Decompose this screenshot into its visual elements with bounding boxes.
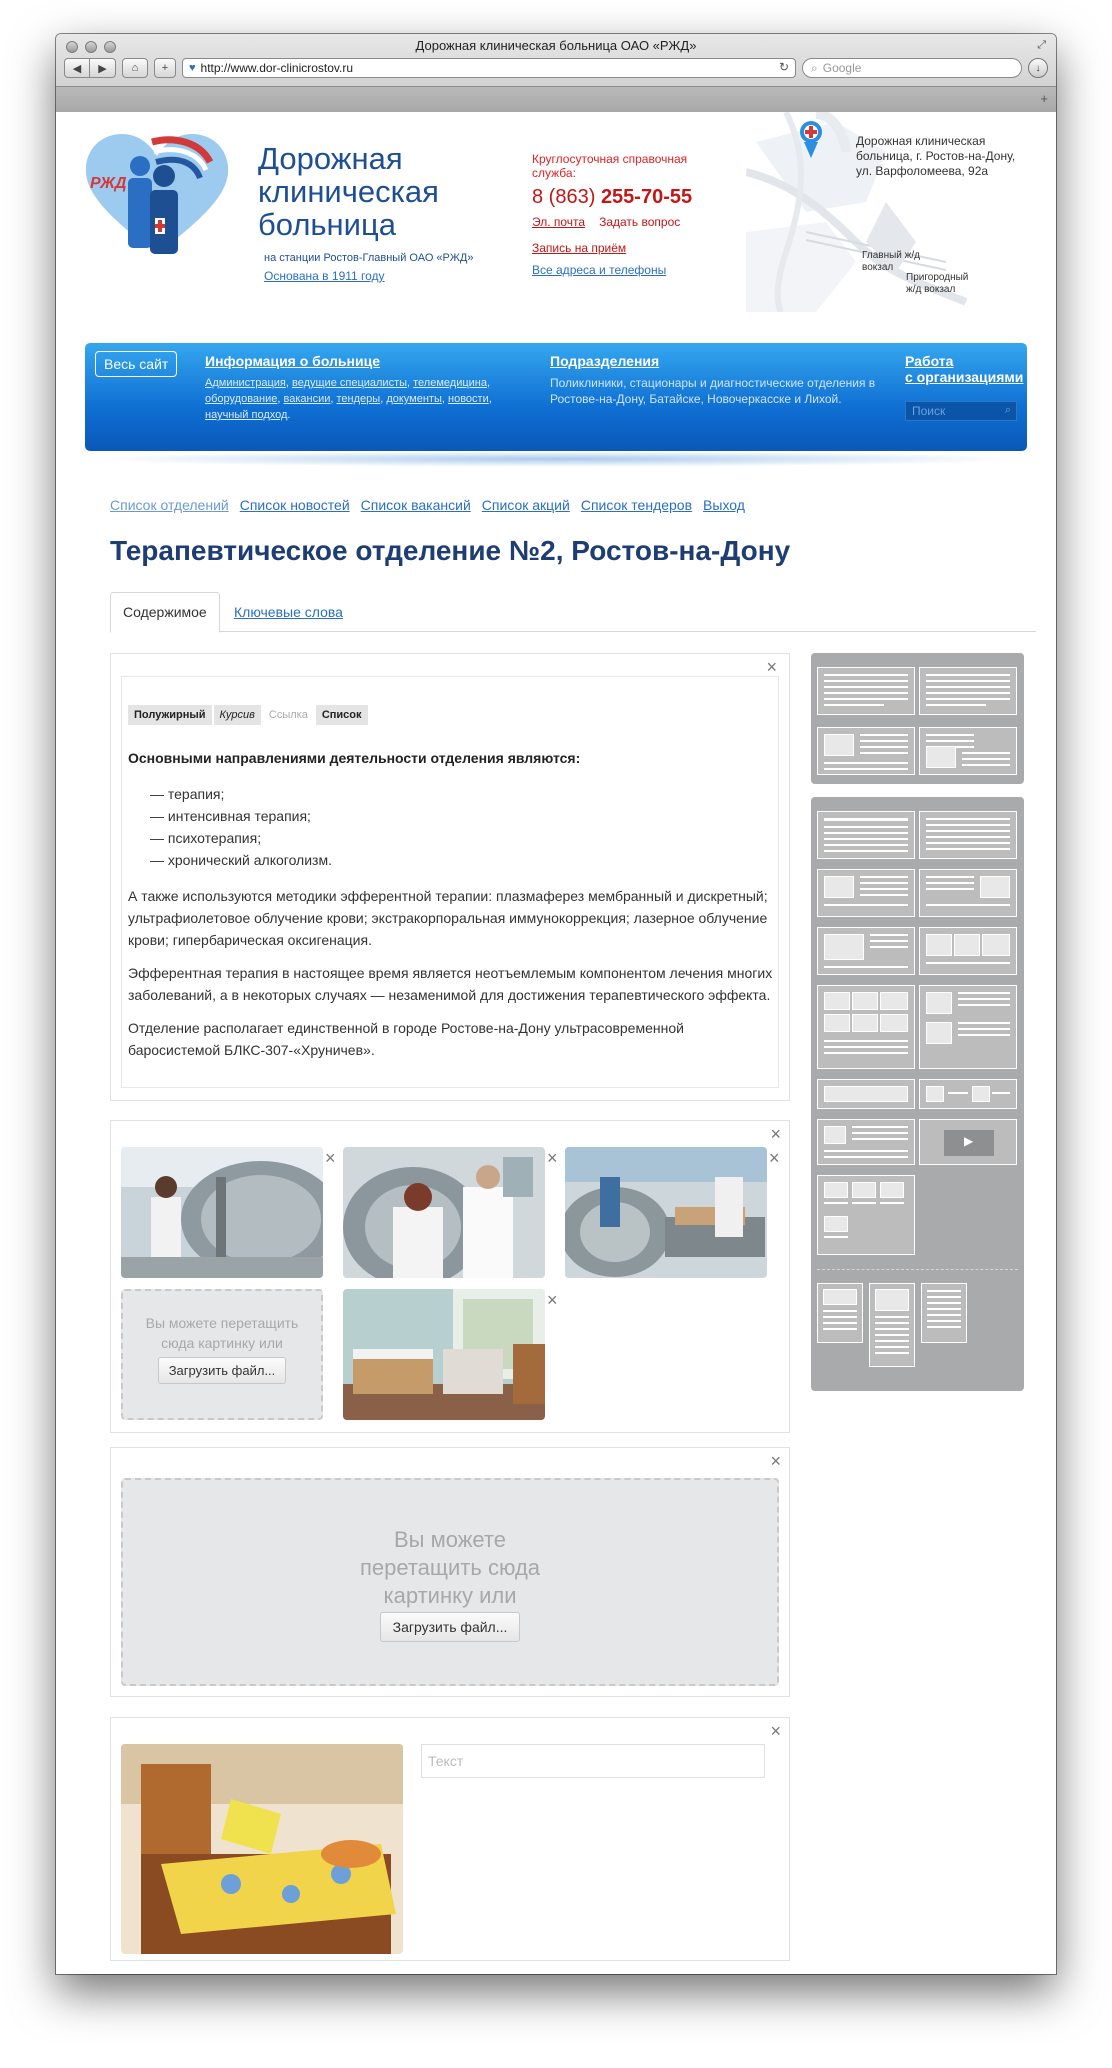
forward-button[interactable]: ▶ [90,58,116,78]
menu-link-science[interactable]: научный подход [205,409,288,421]
address-bar[interactable] [182,58,796,78]
menu-info-title[interactable]: Информация о больнице [205,353,380,369]
nav-buttons [64,58,116,78]
menu-link-equipment[interactable]: оборудование [205,393,278,405]
gallery-block [110,1120,790,1433]
layout-option[interactable] [919,1079,1017,1109]
home-button[interactable]: ⌂ [122,58,148,78]
format-toolbar [128,705,368,725]
layout-option[interactable] [919,869,1017,917]
play-icon: ▶ [964,1134,974,1148]
layout-option[interactable] [919,985,1017,1069]
hospital-logo[interactable] [82,132,232,260]
all-addresses-link[interactable]: Все адреса и телефоны [532,263,667,277]
layout-option[interactable] [817,1119,915,1165]
browser-toolbar [64,57,1048,79]
image-upload-block [110,1447,790,1697]
ask-question-link[interactable]: Задать вопрос [599,215,681,229]
close-icon[interactable]: × [770,1124,781,1144]
gallery-photo[interactable] [343,1147,545,1278]
menu-work-title[interactable]: Работа с организациями [905,353,1024,385]
contact-links [532,215,712,229]
admin-link-promotions[interactable]: Список акций [481,497,570,513]
new-tab-button[interactable]: + [154,58,176,78]
browser-window [56,34,1056,1974]
layout-option[interactable] [869,1283,915,1367]
layout-option[interactable] [817,985,915,1069]
menu-units-title[interactable]: Подразделения [550,353,660,369]
layout-option[interactable] [817,1175,915,1255]
admin-link-news[interactable]: Список новостей [239,497,350,513]
menu-link-news[interactable]: новости [448,393,489,405]
content-tabs [110,592,1036,632]
gallery-photo[interactable] [565,1147,767,1278]
layout-option[interactable] [817,869,915,917]
image-drop-zone[interactable] [121,1289,323,1420]
editor-content[interactable] [128,747,776,1072]
browser-search-input[interactable] [802,58,1022,78]
layout-option[interactable] [817,1283,863,1343]
menu-shadow [85,451,1027,467]
layout-option[interactable] [817,1079,915,1109]
map-label-main-station: Главный ж/д вокзал [862,250,920,273]
gallery-photo[interactable] [343,1289,545,1420]
close-icon[interactable]: × [547,1148,558,1168]
layout-panel-top [811,653,1024,784]
layout-option[interactable] [919,667,1017,715]
browser-titlebar [56,34,1056,112]
menu-link-administration[interactable]: Администрация [205,377,286,389]
text-block [110,653,790,1101]
layout-option[interactable] [817,667,915,715]
list-item: — интенсивная терапия; [150,805,776,827]
close-icon[interactable]: × [769,1148,780,1168]
hospital-subtitle: на станции Ростов-Главный ОАО «РЖД» [264,252,474,264]
logo-text: РЖД [90,175,127,192]
downloads-icon[interactable]: ↓ [1028,58,1048,78]
close-icon[interactable]: × [325,1148,336,1168]
layout-option[interactable] [919,927,1017,975]
helpline [532,152,712,277]
list-item: — хронический алкоголизм. [150,849,776,871]
editor-paragraph: Эфферентная терапия в настоящее время является неотъемлемым компонентом лечения многих заболеваний, а в некоторых случаях — незаменимой для достижения терапевтического эффекта. [128,965,773,1003]
gallery-photo[interactable] [121,1147,323,1278]
layout-option-video[interactable] [919,1119,1017,1165]
layout-option[interactable] [921,1283,967,1343]
main-menu [85,343,1027,451]
tab-bar [56,86,1056,112]
text-editor[interactable] [121,676,779,1088]
block-photo[interactable] [121,1744,403,1954]
menu-units-desc: Поликлиники, стационары и диагностические отделения в Ростове-на-Дону, Батайске, Новочеркасске и Лихой. [550,376,876,406]
drop-zone-text: Вы можете перетащить сюда картинку или [359,1527,541,1608]
text-field[interactable]: Текст [421,1744,765,1778]
menu-link-telemedicine[interactable]: телемедицина [413,377,487,389]
fullscreen-icon[interactable]: ⤢ [1037,39,1046,51]
back-button[interactable]: ◀ [64,58,90,78]
close-icon[interactable]: × [766,657,777,677]
menu-info-links: Администрация, ведущие специалисты, телемедицина, оборудование, вакансии, тендеры, документы, новости, научный подход. [205,377,492,421]
menu-link-vacancies[interactable]: вакансии [283,393,331,405]
browser-search-placeholder: Google [822,61,862,75]
favicon-icon: ♥ [189,62,196,74]
close-icon[interactable]: × [547,1290,558,1310]
list-button[interactable]: Список [316,705,368,725]
founded-link[interactable]: Основана в 1911 году [264,269,385,283]
admin-link-logout[interactable]: Выход [703,497,745,513]
admin-link-departments[interactable]: Список отделений [110,497,229,513]
drop-zone-text: Вы можете перетащить сюда картинку или [145,1315,299,1351]
email-link[interactable]: Эл. почта [532,215,586,229]
helpline-label: Круглосуточная справочная служба: [532,152,688,180]
hospital-name[interactable]: Дорожная клиническая больница [258,141,439,242]
url-text: http://www.dor-clinicrostov.ru [200,61,354,75]
menu-info-column [205,353,525,423]
menu-link-tenders[interactable]: тендеры [336,393,381,405]
editor-list [150,783,776,871]
tab-content[interactable]: Содержимое [110,592,220,633]
layout-option[interactable] [817,727,915,775]
whole-site-button[interactable]: Весь сайт [95,351,177,377]
layout-option[interactable] [919,727,1017,775]
upload-file-button[interactable]: Загрузить файл... [158,1357,287,1384]
helpline-phone: 8 (863) 255-70-55 [532,186,693,208]
search-icon: ⌕ [811,60,818,75]
admin-link-tenders[interactable]: Список тендеров [580,497,693,513]
upload-file-button[interactable]: Загрузить файл... [380,1612,521,1642]
layout-option[interactable] [817,927,915,975]
close-icon[interactable]: × [770,1451,781,1471]
map-address: Дорожная клиническая больница, г. Ростов-на-Дону, ул. Варфоломеева, 92а [856,134,1016,178]
italic-button[interactable]: Курсив [214,705,261,725]
link-button[interactable]: Ссылка [263,705,314,725]
list-item: — терапия; [150,783,776,805]
layout-option[interactable] [919,811,1017,859]
editor-paragraph: Отделение располагает единственной в городе Ростове-на-Дону ультрасовременной баросистемой БЛКС-307-«Хруничев». [128,1020,684,1058]
appointment-link[interactable]: Запись на приём [532,241,627,255]
panel-divider [817,1269,1018,1270]
layout-option[interactable] [817,811,915,859]
search-icon[interactable]: ⌕ [1004,404,1011,416]
menu-link-specialists[interactable]: ведущие специалисты [291,377,408,389]
close-icon[interactable]: × [770,1721,781,1741]
editor-paragraph: А также используются методики эфферентной терапии: плазмаферез мембранный и дискретный; ультрафиолетовое облучение крови; экстракорпоральная иммунокоррекция; лазерное облучение крови; гипербарическая оксигенация. [128,888,768,948]
image-drop-zone[interactable] [121,1478,779,1686]
window-title: Дорожная клиническая больница ОАО «РЖД» [415,38,697,53]
reload-icon[interactable]: ↻ [778,60,789,74]
menu-units-column [550,353,890,407]
menu-work-column [905,353,1023,385]
map-label-suburban-station: Пригородный ж/д вокзал [906,272,969,295]
editor-heading: Основными направлениями деятельности отделения являются: [128,750,581,766]
menu-link-documents[interactable]: документы [386,393,442,405]
image-text-block [110,1717,790,1961]
page-title: Терапевтическое отделение №2, Ростов-на-Дону [110,535,791,566]
admin-nav [110,497,745,513]
site-search-input[interactable]: Поиск ⌕ [905,401,1017,421]
bold-button[interactable]: Полужирный [128,705,212,725]
list-item: — психотерапия; [150,827,776,849]
layout-panel-main [811,797,1024,1391]
admin-link-vacancies[interactable]: Список вакансий [360,497,471,513]
add-tab-icon[interactable]: + [1040,91,1048,106]
tab-keywords[interactable]: Ключевые слова [234,604,343,620]
web-page [56,112,1056,1974]
